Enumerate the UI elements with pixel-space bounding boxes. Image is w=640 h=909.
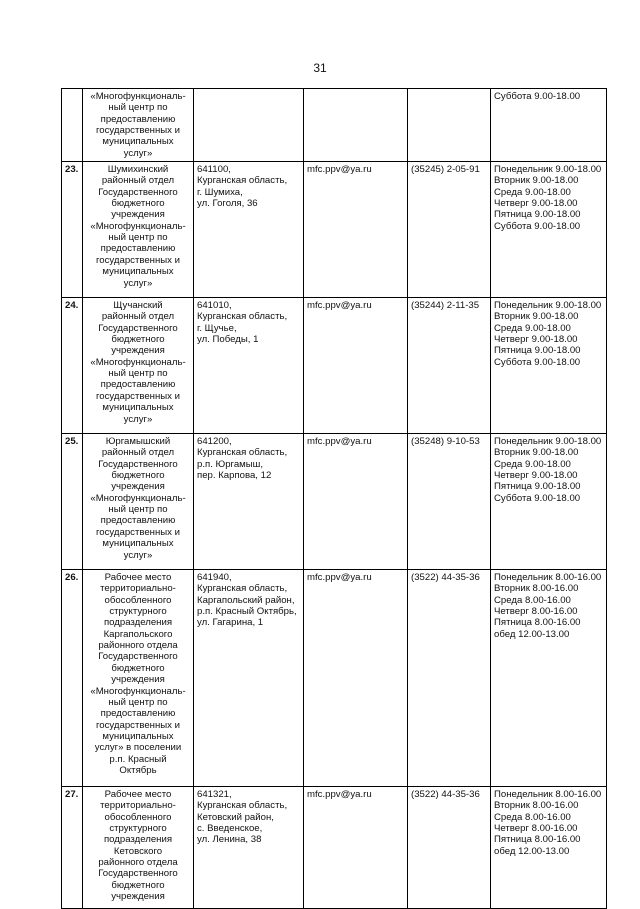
- address-cell-line: р.п. Юргамыш,: [197, 458, 264, 470]
- table-row: [62, 89, 607, 162]
- address-cell: [194, 89, 304, 162]
- office-name-cell: [83, 434, 194, 570]
- office-name-cell-line: Государственного: [98, 458, 178, 470]
- address-cell-line: ул. Гагарина, 1: [197, 617, 264, 629]
- working-hours-cell-line: Суббота 9.00-18.00: [494, 220, 581, 232]
- office-name-cell-line: Государственного: [98, 868, 178, 880]
- office-name-cell-line: Юргамышский: [105, 436, 171, 448]
- phone-cell: [408, 89, 491, 162]
- phone-cell: (35248) 9-10-53: [408, 434, 491, 570]
- email-cell: mfc.ppv@ya.ru: [304, 787, 408, 909]
- office-name-cell-line: Каргапольского: [103, 628, 173, 640]
- working-hours-cell-line: Понедельник 9.00-18.00: [494, 164, 602, 176]
- working-hours-cell-line: Четверг 8.00-16.00: [494, 823, 578, 835]
- working-hours-cell-line: Пятница 9.00-18.00: [494, 481, 581, 493]
- working-hours-cell-line: Суббота 9.00-18.00: [494, 356, 581, 368]
- address-cell-line: Кетовский район,: [197, 811, 274, 823]
- working-hours-cell-line: Понедельник 8.00-16.00: [494, 789, 602, 801]
- working-hours-cell-line: Суббота 9.00-18.00: [494, 492, 581, 504]
- office-name-cell-line: Щучанский: [113, 300, 163, 312]
- office-name-cell-line: структурного: [109, 823, 167, 835]
- office-name-cell-line: учреждения: [111, 674, 165, 686]
- row-number: 26.: [62, 570, 83, 787]
- address-cell-line: ул. Ленина, 38: [197, 834, 262, 846]
- office-name-cell-line: районного отдела: [98, 857, 178, 869]
- office-name-cell-line: муниципальных: [102, 730, 174, 742]
- address-cell-line: Курганская область,: [197, 800, 288, 812]
- phone-cell: (35245) 2-05-91: [408, 162, 491, 298]
- address-cell-line: 641010,: [197, 300, 232, 312]
- working-hours-cell-line: Четверг 9.00-18.00: [494, 198, 578, 210]
- working-hours-cell-line: Понедельник 9.00-18.00: [494, 300, 602, 312]
- office-name-cell-line: учреждения: [111, 891, 165, 903]
- table-row: [62, 298, 607, 434]
- working-hours-cell-line: Понедельник 9.00-18.00: [494, 436, 602, 448]
- office-name-cell-line: муниципальных: [102, 538, 174, 550]
- address-cell-line: ул. Победы, 1: [197, 334, 259, 346]
- office-name-cell-line: муниципальных: [102, 136, 174, 148]
- working-hours-cell-line: Четверг 8.00-16.00: [494, 606, 578, 618]
- working-hours-cell-line: Вторник 9.00-18.00: [494, 175, 579, 187]
- address-cell-line: Каргапольский район,: [197, 594, 295, 606]
- office-name-cell-line: Кетовского: [113, 845, 163, 857]
- office-name-cell-line: бюджетного: [111, 470, 165, 482]
- office-name-cell-line: р.п. Красный: [109, 753, 167, 765]
- working-hours-cell-line: Вторник 9.00-18.00: [494, 447, 579, 459]
- address-cell-line: 641940,: [197, 572, 232, 584]
- office-name-cell-line: районный отдел: [101, 175, 175, 187]
- table-body: [62, 89, 607, 909]
- office-name-cell-line: Рабочее место: [104, 789, 172, 801]
- working-hours-cell-line: Среда 9.00-18.00: [494, 458, 571, 470]
- working-hours-cell-line: Пятница 9.00-18.00: [494, 209, 581, 221]
- phone-cell: (3522) 44-35-36: [408, 570, 491, 787]
- office-name-cell-line: услуг»: [123, 549, 153, 561]
- office-name-cell-line: предоставлению: [100, 708, 176, 720]
- office-name-cell-line: услуг» в поселении: [94, 742, 182, 754]
- address-cell-line: Курганская область,: [197, 583, 288, 595]
- working-hours-cell: [491, 787, 607, 909]
- phone-cell: (3522) 44-35-36: [408, 787, 491, 909]
- office-name-cell-line: бюджетного: [111, 334, 165, 346]
- working-hours-cell-line: Среда 8.00-16.00: [494, 811, 571, 823]
- office-name-cell: [83, 162, 194, 298]
- office-name-cell: [83, 89, 194, 162]
- page-number: 31: [313, 61, 327, 75]
- working-hours-cell-line: Четверг 9.00-18.00: [494, 470, 578, 482]
- office-name-cell-line: государственных и: [96, 125, 180, 137]
- office-name-cell-line: Октябрь: [119, 764, 157, 776]
- office-name-cell-line: территориально-: [100, 800, 176, 812]
- address-cell: [194, 434, 304, 570]
- office-name-cell: [83, 298, 194, 434]
- office-name-cell-line: государственных и: [96, 719, 180, 731]
- office-name-cell-line: бюджетного: [111, 879, 165, 891]
- working-hours-cell-line: обед 12.00-13.00: [494, 628, 570, 640]
- phone-cell: (35244) 2-11-35: [408, 298, 491, 434]
- office-name-cell-line: предоставлению: [100, 113, 176, 125]
- office-name-cell-line: ный центр по: [108, 368, 168, 380]
- office-name-cell-line: предоставлению: [100, 379, 176, 391]
- office-name-cell-line: обособленного: [104, 811, 172, 823]
- office-name-cell-line: районного отдела: [98, 640, 178, 652]
- working-hours-cell-line: Среда 8.00-16.00: [494, 594, 571, 606]
- address-cell-line: г. Шумиха,: [197, 186, 243, 198]
- row-number: 24.: [62, 298, 83, 434]
- working-hours-cell-line: Пятница 9.00-18.00: [494, 345, 581, 357]
- office-name-cell-line: Государственного: [98, 186, 178, 198]
- office-name-cell-line: обособленного: [104, 594, 172, 606]
- working-hours-cell: [491, 89, 607, 162]
- office-name-cell-line: бюджетного: [111, 198, 165, 210]
- row-number: 25.: [62, 434, 83, 570]
- office-name-cell: [83, 570, 194, 787]
- table-row: [62, 434, 607, 570]
- working-hours-cell-line: Пятница 8.00-16.00: [494, 617, 581, 629]
- office-name-cell-line: государственных и: [96, 526, 180, 538]
- working-hours-cell-line: обед 12.00-13.00: [494, 845, 570, 857]
- row-number: [62, 89, 83, 162]
- office-name-cell-line: ный центр по: [108, 696, 168, 708]
- email-cell: mfc.ppv@ya.ru: [304, 570, 408, 787]
- working-hours-cell-line: Пятница 8.00-16.00: [494, 834, 581, 846]
- table-row: [62, 570, 607, 787]
- office-name-cell-line: «Многофункциональ-: [90, 220, 186, 232]
- working-hours-cell-line: Понедельник 8.00-16.00: [494, 572, 602, 584]
- office-name-cell-line: услуг»: [123, 277, 153, 289]
- table-row: [62, 787, 607, 909]
- email-cell: mfc.ppv@ya.ru: [304, 298, 408, 434]
- office-name-cell-line: услуг»: [123, 147, 153, 159]
- office-name-cell-line: предоставлению: [100, 243, 176, 255]
- office-name-cell-line: государственных и: [96, 390, 180, 402]
- office-name-cell-line: подразделения: [103, 834, 173, 846]
- row-number: 23.: [62, 162, 83, 298]
- working-hours-cell-line: Вторник 8.00-16.00: [494, 800, 579, 812]
- office-name-cell-line: «Многофункциональ-: [90, 492, 186, 504]
- working-hours-cell-line: Вторник 9.00-18.00: [494, 311, 579, 323]
- working-hours-cell: [491, 434, 607, 570]
- working-hours-cell: [491, 570, 607, 787]
- office-name-cell-line: Государственного: [98, 651, 178, 663]
- office-name-cell-line: территориально-: [100, 583, 176, 595]
- table-row: [62, 162, 607, 298]
- working-hours-cell-line: Вторник 8.00-16.00: [494, 583, 579, 595]
- address-cell-line: Курганская область,: [197, 447, 288, 459]
- address-cell-line: 641100,: [197, 164, 231, 176]
- office-name-cell-line: Шумихинский: [107, 164, 169, 176]
- address-cell-line: Курганская область,: [197, 311, 288, 323]
- email-cell: [304, 89, 408, 162]
- address-cell-line: 641200,: [197, 436, 232, 448]
- office-name-cell-line: муниципальных: [102, 402, 174, 414]
- address-cell-line: 641321,: [197, 789, 232, 801]
- office-name-cell-line: бюджетного: [111, 662, 165, 674]
- office-name-cell-line: ный центр по: [108, 504, 168, 516]
- address-cell: [194, 570, 304, 787]
- office-name-cell-line: муниципальных: [102, 266, 174, 278]
- office-name-cell-line: структурного: [109, 606, 167, 618]
- address-cell: [194, 162, 304, 298]
- office-name-cell-line: государственных и: [96, 254, 180, 266]
- office-name-cell-line: «Многофункциональ-: [90, 91, 186, 102]
- address-cell-line: с. Введенское,: [197, 823, 263, 835]
- address-cell-line: р.п. Красный Октябрь,: [197, 606, 297, 618]
- address-cell: [194, 298, 304, 434]
- office-name-cell-line: районный отдел: [101, 311, 175, 323]
- address-cell-line: г. Щучье,: [197, 322, 237, 334]
- office-name-cell-line: подразделения: [103, 617, 173, 629]
- office-name-cell-line: учреждения: [111, 345, 165, 357]
- office-name-cell-line: «Многофункциональ-: [90, 685, 186, 697]
- working-hours-cell-line: Суббота 9.00-18.00: [494, 91, 581, 102]
- address-cell-line: Курганская область,: [197, 175, 288, 187]
- email-cell: mfc.ppv@ya.ru: [304, 434, 408, 570]
- office-name-cell-line: Рабочее место: [104, 572, 172, 584]
- working-hours-cell-line: Четверг 9.00-18.00: [494, 334, 578, 346]
- working-hours-cell-line: Среда 9.00-18.00: [494, 322, 571, 334]
- office-name-cell-line: ный центр по: [108, 102, 168, 114]
- working-hours-cell: [491, 298, 607, 434]
- working-hours-cell: [491, 162, 607, 298]
- mfc-offices-table: [61, 88, 607, 909]
- row-number: 27.: [62, 787, 83, 909]
- address-cell-line: ул. Гоголя, 36: [197, 198, 258, 210]
- email-cell: mfc.ppv@ya.ru: [304, 162, 408, 298]
- office-name-cell-line: районный отдел: [101, 447, 175, 459]
- office-name-cell-line: учреждения: [111, 209, 165, 221]
- office-name-cell-line: Государственного: [98, 322, 178, 334]
- address-cell: [194, 787, 304, 909]
- address-cell-line: пер. Карпова, 12: [197, 470, 272, 482]
- office-name-cell-line: «Многофункциональ-: [90, 356, 186, 368]
- office-name-cell-line: услуг»: [123, 413, 153, 425]
- working-hours-cell-line: Среда 9.00-18.00: [494, 186, 571, 198]
- office-name-cell-line: предоставлению: [100, 515, 176, 527]
- office-name-cell-line: ный центр по: [108, 232, 168, 244]
- office-name-cell: [83, 787, 194, 909]
- office-name-cell-line: учреждения: [111, 481, 165, 493]
